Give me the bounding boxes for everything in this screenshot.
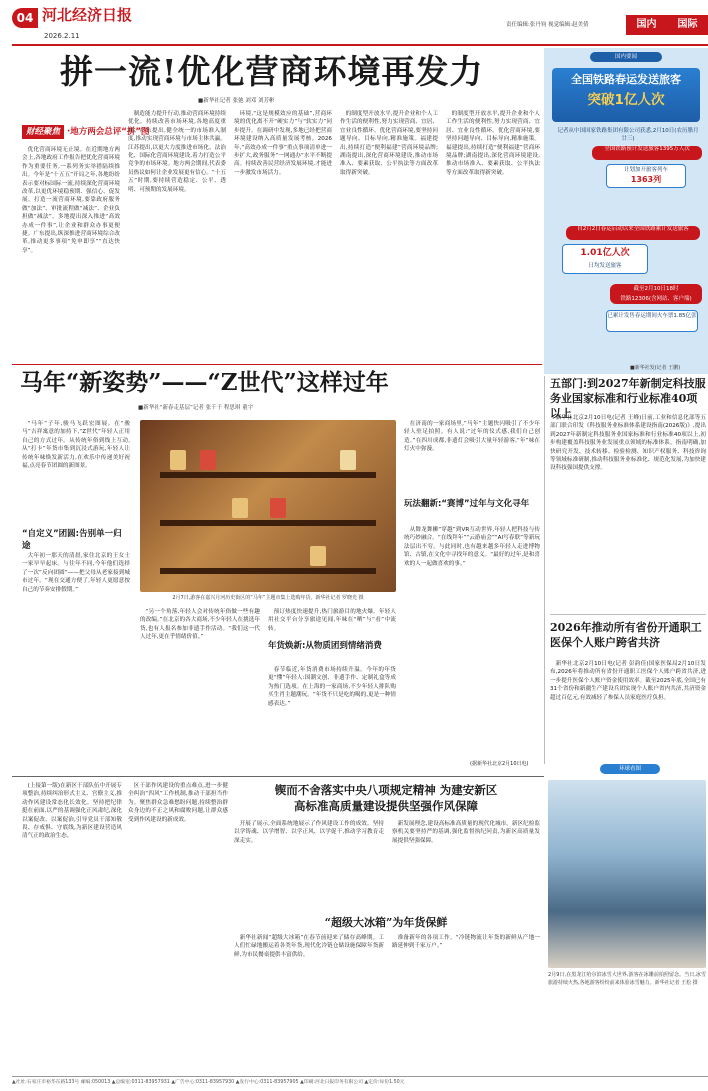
mid-col-3b: 春节临近,年货消费市场持续升温。今年的年货更“懂”年轻人:国潮文创、非遗手作、定制礼盒等成为热门选项。在上海的一家商场,不少年轻人排队购买生肖主题潮玩。“年货不只是吃的喝的,更是一种情感表达。”: [268, 667, 396, 707]
right-divider: [550, 614, 706, 615]
badge-label: 财经聚焦: [22, 125, 64, 139]
main-col-5: 的制度型开放水平,提升企业和个人工作生活的便利性,努力实现营商、宜居、宜业良性循环。优化营商环境,要坚持问题导向、目标导向,精准施策。福建提出,持续打造“便利福建”营商环境品牌;湖南提出,深化营商环境建设,推动市场准入、要素获取、公平执法等方面改革取得新突破。: [446, 111, 540, 176]
mid-col-2: “另一个角落,年轻人会对传统年俗做一些有趣的改编。”在北京的各大商场,不少年轻人在挑选年货,也有人报名参加非遗手作活动。“我们这一代人过年,更在乎情绪价值。”: [140, 609, 260, 641]
mid-headline: 马年“新姿势”——“Z世代”这样过年: [20, 369, 389, 396]
mid-col-3: 预订热度快速提升,热门旅游目的地火爆。年轻人用社交平台分享旅途见闻,年味在“晒”与“看”中流转。: [268, 609, 396, 632]
lower-col-3: 开展了展示,全面系统地展示了作风建设工作的成效。坚持以学铸魂、以学增智、以学正风、以学促干,推动学习教育走深走实。: [234, 821, 384, 844]
paper-date: 2026.2.11: [44, 32, 80, 40]
right-article2-headline: 2026年推动所有省份开通职工医保个人账户跨省共济: [550, 621, 702, 649]
tab-domestic[interactable]: 国内: [636, 19, 657, 30]
sidebar-headline-2: 突破1亿人次: [587, 92, 665, 108]
section-tabs: [626, 15, 708, 35]
mid-col-5: 从舞龙舞狮“穿越”到VR互动世界,年轻人把科技与传统巧妙融合。“在线拜年”“云游庙会”“AI写春联”等新玩法层出不穷。与此同时,也有越来越多年轻人走进博物馆、古镇,在文化中寻找年的意义。“最好的过年,是和喜欢的人一起做喜欢的事。”: [404, 527, 540, 567]
lower2-headline: “超级大冰箱”为年货保鲜: [324, 916, 448, 929]
badge-text: ·地方两会总评“拼”图: [67, 127, 150, 137]
main-headline: 拼一流!优化营商环境再发力: [60, 52, 484, 91]
mid-byline: ■新华社“新春走基层”记者 张千千 程思琪 董宇: [138, 405, 254, 411]
sidebar-card-2: 1.01亿人次 日均发送旅客: [562, 244, 648, 274]
right-article1-body: 新华社北京2月10日电(记者 王峰)日前,工业和信息化部等五部门联合印发《科技服务业标准体系建设指南(2026版)》,提出到2027年新制定科技服务业国家标准和行业标准40项以上,初步构建覆盖科技服务业发展重点领域的标准体系。指南明确,加快研究开发、技术转移、检验检测、知识产权服务、科技咨询等领域标准研制,推动科技服务业标准化、规范化发展,为加快建设科技强国提供支撑。: [550, 415, 706, 472]
right-bottom-tag: 环球看图: [600, 764, 660, 774]
footer: ▲社址:石家庄市裕华东路133号 邮编:050013 ▲总编室:0311-83957931 ▲广告中心:0311-83957930 ▲发行中心:0311-83957905 ▲印刷:河北日报印务有限公司 ▲定价:每份1.50元: [12, 1076, 708, 1087]
right-article1-headline: 五部门:到2027年新制定科技服务业国家标准和行业标准40项以上: [550, 377, 706, 420]
sidebar-headline-1: 全国铁路春运发送旅客: [571, 73, 681, 86]
tab-international[interactable]: 国际: [677, 19, 698, 30]
lower-col-2: 区干部作风建设的重点难点,进一步健全纠治“四风”工作机制,推动干部担当作为。聚焦群众急难愁盼问题,持续整治群众身边的不正之风和腐败问题,让群众感受到作风建设的新成效。: [128, 783, 228, 823]
sidebar-pill-3: 截至2月10日18时 铁路12306(含网站、客户端): [610, 284, 702, 304]
sidebar-credit: ■新华社发(记者 王鹏): [630, 365, 681, 371]
main-col-4: 的制度型开放水平,提升企业和个人工作生活的便利性,努力实现营商、宜居、宜业良性循环。优化营商环境,要坚持问题导向、目标导向,精准施策。福建提出,持续打造“便利福建”营商环境品牌;湖南提出,深化营商环境建设,推动市场准入、要素获取、公平执法等方面改革取得新突破。: [340, 111, 438, 176]
header-rule: [12, 44, 708, 46]
main-col-3: 环境,“这是规模效应的基础”,营商环境的优化离不开“硬实力”与“软实力”同步提升。在调研中发现,多地已经把营商环境建设纳入高质量发展考核。2026年,“高效办成一件事”重点事项清单进一步扩大,政务服务“一网通办”水平不断提高。持续改善民营经济发展环境,才能进一步激发市场活力。: [234, 111, 332, 176]
right-bottom-photo: [548, 780, 706, 968]
lower-headline: 锲而不舍落实中央八项规定精神 为建安新区 高标准高质量建设提供坚强作风保障: [274, 783, 498, 813]
lower-col-4: 新发展理念,建设高标准高质量的现代化城市。新区纪检监察机关要坚持严的基调,强化监督执纪问责,为新区高质量发展提供坚强保障。: [392, 821, 540, 844]
mid-top-rule: [12, 364, 542, 365]
mid-photo-caption: 2月7日,游客在嘉兴月河历史街区的“马年”主题市集上选购年货。新华社记者 罗晓光 摄: [172, 595, 364, 601]
mid-col-4: 在济南的一家商场里,“马年”主题快闪吸引了不少年轻人驻足拍照。有人说:“过年的仪式感,我们自己创造。”在四川成都,非遗灯会吸引大量年轻游客,“年”味在灯火中弥漫。: [404, 421, 540, 453]
paper-name: 河北经济日报: [42, 6, 133, 24]
right-col-rule: [544, 376, 545, 764]
lower-col-1: (上接第一版)在新区干部队伍中开展专项整治,持续纠治形式主义、官僚主义,推动作风建设常态化长效化。坚持把纪律挺在前面,以严的基调强化正风肃纪,深化以案促改、以案促治,引导党员干部知敬畏、存戒惧、守底线,为新区建设营造风清气正的政治生态。: [22, 783, 122, 840]
mid-subhead-1: “自定义”团圆:告别单一归途: [22, 529, 122, 551]
sidebar-subtext: 记者从中国国家铁路集团有限公司获悉,2月10日(农历腊月廿三): [557, 128, 699, 142]
main-col-2: 制造能力提升行动,推动营商环境持续优化。持续改善市场环境,各地高度重视。广东提出,健全统一的市场准入制度,推动实现营商环境与市场主体共赢。江苏提出,以更大力度推进市场化、法治化、国际化营商环境建设,着力打造公平竞争的市场环境。地方两会期间,代表委员热议如何让企业发展更有信心。“十五五”时期,要持续营造稳定、公平、透明、可预期的发展环境。: [128, 111, 226, 193]
mid-col-1: “马年”子年,骏马飞跃宏图展。在“骏马”吉祥寓意的加持下,“Z世代”年轻人正用自己的方式过年。从传统年俗到线上互动,从“打卡”年货市集到沉浸式游玩,年轻人让传统年味焕发新活力,在欢乐中传递美好祝福,点亮春节团圆的新图景。: [22, 421, 130, 470]
lower2-col-1: 新华社新闻“超级大冰箱”在春节前迎来了储存高峰期。工人们忙碌地搬运着各类年货,现代化冷链仓储设施保障年货新鲜,为市民餐桌提供丰富供给。: [234, 935, 384, 958]
mid-photo: [140, 420, 396, 592]
page-number: 04: [12, 8, 38, 28]
sidebar-card-3: 已累计发售春运期间火车票1.85亿张: [606, 310, 698, 332]
lower-top-rule: [12, 776, 544, 777]
lower2-col-2: 准备新年的各项工作。“冷链物流让年货的新鲜从产地一路延伸到千家万户。”: [392, 935, 540, 950]
sidebar-card-1: 计划加开旅客列车 1363列: [606, 164, 686, 188]
right-bottom-caption: 2月9日,在黑龙江哈尔滨冰雪大世界,游客在冰雕前拍照留念。当日,冰雪旅游持续火热,各地游客纷纷前来体验冰雪魅力。新华社记者 王松 摄: [548, 972, 706, 986]
main-byline: ■新华社记者 张弛 刘邓 刘芳彬: [198, 98, 275, 104]
sidebar-tag: 国内要闻: [590, 52, 662, 62]
mid-subhead-2: 年货焕新:从物质团到情绪消费: [268, 641, 382, 651]
sidebar-pill-2: 自2月2日春运启动以来全国铁路累计发送旅客: [566, 226, 700, 240]
right-article2-body: 新华社北京2月10日电(记者 彭韵佳)国家医保局2月10日发布,2026年将推动所有省份开通职工医保个人账户跨省共济,进一步提升医保个人账户资金使用效率。截至2025年底,全国已有31个省份和新疆生产建设兵团实现个人账户省内共济,共济资金超过百亿元,有效减轻了参保人员家庭医疗负担。: [550, 661, 706, 701]
main-col-1: 优化营商环境无止境。在近期地方两会上,各地政府工作报告把优化营商环境作为重要任务,一系列务实举措陆续推出。今年是“十五五”开局之年,各地纷纷表示要对标国际一流,持续深化营商环境改革,以更优环境稳预期、强信心、促发展。打造一流营商环境,要靠政府服务做“加法”、审批流程做“减法”、企业负担做“减法”。多地提出深入推进“高效办成一件事”,让企业和群众办事更便捷。广东提出,纵深推进营商环境综合改革,推动更多事项“免申即享”“直达快享”。: [22, 147, 120, 254]
mid-subhead-3: 玩法翻新:“赛博”过年与文化寻年: [404, 499, 530, 509]
editors-line: 责任编辑:张丹钧 视觉编辑:赵美倩: [506, 22, 589, 28]
mid-col-1b: 大年初一那天的清晨,家住北京的王女士一家早早起床。与往年不同,今年他们选择了一次“反向团圆”——把父母从老家接到城市过年。“现在交通方便了,年轻人更愿意按自己的节奏安排假期。”: [22, 553, 130, 593]
sidebar-pill-1: 全国铁路预计发送旅客1395万人次: [592, 146, 702, 160]
mid-credit: (据新华社北京2月10日电): [470, 761, 529, 767]
